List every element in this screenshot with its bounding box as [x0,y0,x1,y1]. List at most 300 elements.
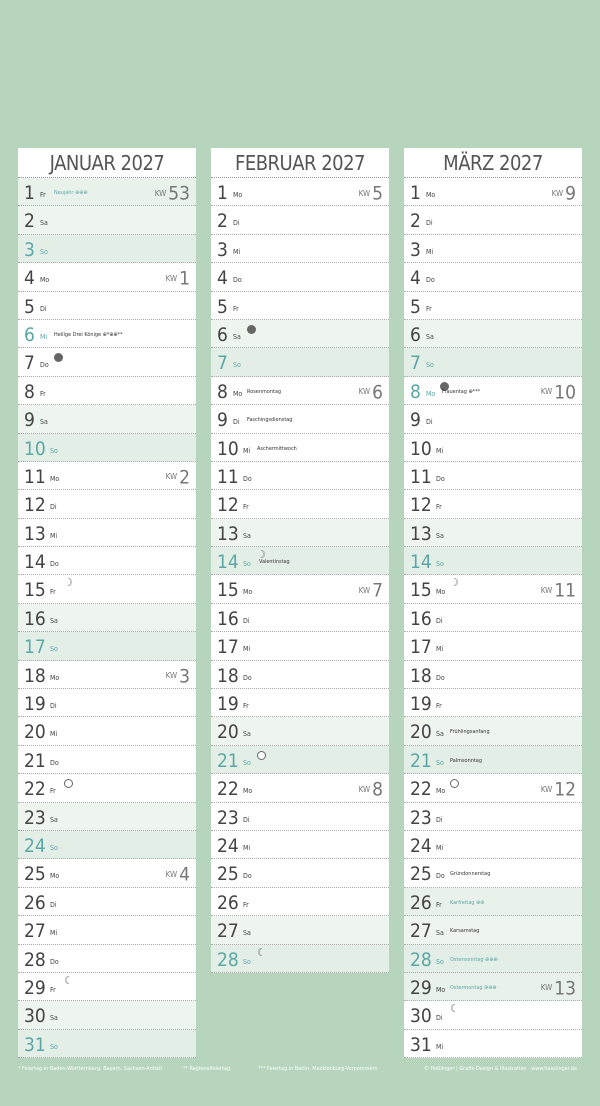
day-row [211,206,389,234]
day-number: 4 [217,267,228,290]
day-number: 29 [410,976,432,999]
calendar-week-number: 3 [179,665,190,688]
weekday-label: Fr [50,588,56,597]
weekday-label: Mi [50,929,58,938]
weekday-label: Do [50,560,59,569]
day-row [404,945,582,973]
moon-wane-icon: ☾ [64,973,73,987]
day-number: 24 [24,834,46,857]
day-number: 20 [410,721,432,744]
weekday-label: Fr [243,900,249,909]
weekday-label: So [243,957,251,966]
day-number: 18 [24,664,46,687]
weekday-label: Do [243,872,252,881]
month-column-january [18,148,196,1058]
day-number: 18 [410,664,432,687]
day-row [18,632,196,660]
day-row [18,1030,196,1058]
day-row [404,178,582,206]
day-row [18,292,196,320]
weekday-label: Mi [436,446,444,455]
day-row [18,348,196,376]
day-row [18,235,196,263]
weekday-label: Di [436,815,443,824]
weekday-label: Mo [436,787,446,796]
day-number: 14 [24,551,46,574]
calendar-week-label: KW [154,188,167,198]
weekday-label: Di [436,1014,443,1023]
weekday-label: Do [50,758,59,767]
day-number: 27 [217,920,239,943]
weekday-label: Do [40,361,49,370]
weekday-label: Mo [233,191,243,199]
calendar-week [541,973,576,1004]
day-number: 8 [24,380,35,403]
day-number: 22 [217,778,239,801]
day-number: 2 [24,210,35,233]
day-row [18,746,196,774]
moon-full-icon [64,779,73,788]
day-row [211,945,389,973]
day-row [211,519,389,547]
weekday-label: Do [436,872,445,881]
weekday-label: Sa [426,332,434,341]
day-row [18,831,196,859]
day-number: 6 [24,323,35,346]
day-number: 12 [24,494,46,517]
weekday-label: Fr [243,702,249,711]
weekday-label: Di [50,702,57,711]
day-number: 11 [410,465,432,488]
day-number: 25 [24,863,46,886]
calendar-week-number: 4 [179,863,190,886]
day-row [211,178,389,206]
calendar-week-number: 1 [179,267,190,290]
weekday-label: So [50,843,58,852]
weekday-label: Mo [426,389,436,398]
day-number: 26 [410,891,432,914]
day-row [211,462,389,490]
day-number: 12 [410,494,432,517]
day-row [18,405,196,433]
day-rows [211,178,389,973]
day-number: 9 [217,409,228,432]
holiday-note: Palmsonntag [450,757,482,764]
weekday-label: Di [233,418,240,427]
calendar-week [359,178,383,209]
weekday-label: Mi [243,645,251,654]
day-number: 16 [217,607,239,630]
weekday-label: Sa [233,332,241,341]
weekday-label: Fr [233,304,239,313]
day-number: 3 [24,238,35,261]
weekday-label: Do [50,957,59,966]
day-row [18,774,196,802]
calendar-week [166,263,190,294]
calendar-week [541,377,576,408]
calendar-week-label: KW [540,387,553,397]
day-number: 19 [217,693,239,716]
weekday-label: Mo [233,389,243,398]
day-number: 26 [217,891,239,914]
day-row [404,717,582,745]
day-number: 10 [217,437,239,460]
day-number: 28 [217,948,239,971]
day-row [211,859,389,887]
holiday-note: Karsamstag [450,928,480,935]
day-number: 5 [217,295,228,318]
weekday-label: So [50,446,58,455]
day-number: 3 [217,238,228,261]
day-row [18,490,196,518]
day-number: 2 [217,210,228,233]
month-column-march [404,148,582,1058]
day-row [404,348,582,376]
weekday-label: Mi [426,247,434,256]
weekday-label: Do [243,673,252,682]
day-row [18,916,196,944]
day-row [211,377,389,405]
day-row [404,519,582,547]
calendar-week-label: KW [540,585,553,595]
day-row [404,689,582,717]
day-row [211,235,389,263]
moon-wane-icon: ☾ [257,945,266,959]
day-number: 15 [217,579,239,602]
holiday-note: Neujahr ⊕⊕⊕ [54,190,88,196]
calendar-week-label: KW [358,585,371,595]
weekday-label: Sa [50,815,58,824]
day-number: 22 [410,778,432,801]
moon-wax-icon: ☽ [64,576,73,590]
weekday-label: Mo [436,588,446,597]
calendar-week [166,462,190,493]
calendar-week-number: 9 [565,182,576,205]
day-row [404,263,582,291]
calendar-week-number: 11 [554,579,576,602]
day-row [211,632,389,660]
day-row [18,263,196,291]
weekday-label: Do [243,474,252,483]
day-number: 6 [217,323,228,346]
month-title: JANUAR 2027 [18,148,196,178]
day-number: 7 [410,352,421,375]
day-row [404,632,582,660]
calendar-week-label: KW [165,869,178,879]
holiday-note: Heilige Drei Könige ⊕*⊕⊕** [54,331,123,338]
footnote-berlin: *** Feiertag in Berlin, Mecklenburg-Vorpommern [258,1066,378,1072]
weekday-label: Sa [243,730,251,739]
calendar-week-number: 12 [554,778,576,801]
day-number: 10 [24,437,46,460]
weekday-label: Mo [243,787,253,796]
weekday-label: So [426,361,434,370]
calendar-week-number: 13 [554,977,576,1000]
holiday-note: Gründonnerstag [450,871,491,878]
day-number: 29 [24,976,46,999]
day-row [211,575,389,603]
day-number: 15 [410,579,432,602]
holiday-note: Karfreitag ⊕⊕ [450,899,485,906]
calendar-week [552,178,576,209]
weekday-label: Di [426,418,433,427]
weekday-label: Di [436,616,443,625]
holiday-note: Valentinstag [259,559,290,566]
holiday-note: Frühlingsanfang [450,729,490,736]
weekday-label: Mo [50,474,60,483]
holiday-note: Faschingsdienstag [247,417,293,424]
day-number: 2 [410,210,421,233]
day-number: 25 [410,863,432,886]
weekday-label: Di [50,503,57,512]
day-row [211,604,389,632]
day-number: 16 [410,607,432,630]
day-number: 4 [410,267,421,290]
weekday-label: Sa [436,531,444,540]
day-number: 17 [217,636,239,659]
day-row [18,689,196,717]
day-number: 7 [217,352,228,375]
calendar-week [166,859,190,890]
day-number: 3 [410,238,421,261]
weekday-label: Di [426,219,433,228]
month-column-february [211,148,389,973]
day-row [404,292,582,320]
weekday-label: Fr [50,985,56,994]
weekday-label: Di [233,219,240,228]
day-row [211,405,389,433]
day-row [18,888,196,916]
calendar-week-number: 6 [372,381,383,404]
calendar-week-number: 53 [168,182,190,205]
calendar-week-label: KW [358,188,371,198]
day-row [211,803,389,831]
day-number: 17 [24,636,46,659]
weekday-label: Mo [50,872,60,881]
day-row [211,547,389,575]
holiday-note: Frauentag ⊕*** [442,388,481,395]
calendar-week-label: KW [358,387,371,397]
weekday-label: Mo [243,588,253,597]
day-number: 13 [410,522,432,545]
day-row [18,206,196,234]
day-row [404,831,582,859]
weekday-label: Fr [50,787,56,796]
weekday-label: So [436,560,444,569]
holiday-note: Ostersonntag ⊕⊕⊕ [450,956,498,963]
day-row [18,547,196,575]
day-row [404,888,582,916]
calendar-week-number: 5 [372,182,383,205]
day-row [18,973,196,1001]
day-number: 17 [410,636,432,659]
day-row [18,519,196,547]
calendar-week [166,661,190,692]
day-row [404,206,582,234]
day-number: 21 [217,749,239,772]
day-row [18,462,196,490]
day-number: 18 [217,664,239,687]
day-row [404,490,582,518]
day-number: 14 [410,551,432,574]
day-row [404,434,582,462]
weekday-label: Do [436,474,445,483]
day-number: 8 [410,380,421,403]
day-number: 13 [24,522,46,545]
day-number: 16 [24,607,46,630]
day-row [18,320,196,348]
weekday-label: Sa [436,929,444,938]
weekday-label: Sa [243,929,251,938]
day-number: 5 [24,295,35,318]
weekday-label: Fr [436,503,442,512]
weekday-label: Mi [243,843,251,852]
day-row [404,1030,582,1058]
day-number: 15 [24,579,46,602]
weekday-label: Di [243,616,250,625]
day-row [211,746,389,774]
calendar-week [541,774,576,805]
weekday-label: Mi [40,332,48,341]
day-number: 12 [217,494,239,517]
day-number: 24 [410,834,432,857]
moon-wane-icon: ☾ [450,1002,459,1016]
day-number: 31 [24,1033,46,1056]
weekday-label: Mo [436,985,446,994]
weekday-label: Fr [40,191,46,199]
day-row [211,717,389,745]
day-number: 26 [24,891,46,914]
day-row [404,377,582,405]
weekday-label: Mi [436,843,444,852]
footnote-holiday: * Feiertag in Baden-Württemberg, Bayern, Sachsen-Anhalt [18,1066,163,1072]
day-row [404,1001,582,1029]
weekday-label: Mi [243,446,251,455]
weekday-label: Sa [436,730,444,739]
footnote-regional: ** Regionalfeiertag [183,1066,231,1072]
weekday-label: So [436,957,444,966]
day-row [211,292,389,320]
weekday-label: Mi [233,247,241,256]
weekday-label: Mi [436,1042,444,1051]
calendar-week [359,774,383,805]
month-title: FEBRUAR 2027 [211,148,389,178]
weekday-label: Di [50,900,57,909]
weekday-label: Do [436,673,445,682]
day-number: 8 [217,380,228,403]
day-number: 28 [24,948,46,971]
day-number: 27 [24,920,46,943]
weekday-label: So [243,758,251,767]
day-row [18,1001,196,1029]
weekday-label: So [50,645,58,654]
day-number: 5 [410,295,421,318]
calendar-week-label: KW [358,784,371,794]
day-number: 23 [24,806,46,829]
weekday-label: Mi [436,645,444,654]
day-row [18,717,196,745]
day-row [404,803,582,831]
day-row [404,405,582,433]
day-number: 25 [217,863,239,886]
day-number: 13 [217,522,239,545]
day-row [404,859,582,887]
moon-new-icon [54,353,63,362]
calendar-week-number: 10 [554,381,576,404]
day-row [404,973,582,1001]
weekday-label: Fr [243,503,249,512]
day-row [211,831,389,859]
calendar-week-label: KW [540,784,553,794]
weekday-label: So [243,560,251,569]
weekday-label: Fr [436,900,442,909]
day-row [404,916,582,944]
moon-new-icon [247,325,256,334]
day-number: 20 [24,721,46,744]
weekday-label: So [436,758,444,767]
moon-full-icon [450,779,459,788]
calendar-week-label: KW [165,273,178,283]
day-row [211,661,389,689]
calendar-week [155,178,190,209]
day-number: 1 [217,182,228,204]
day-number: 20 [217,721,239,744]
day-row [404,462,582,490]
calendar-week [359,377,383,408]
day-number: 31 [410,1033,432,1056]
day-row [404,575,582,603]
day-row [211,774,389,802]
day-row [18,803,196,831]
day-row [404,547,582,575]
day-number: 21 [410,749,432,772]
weekday-label: Sa [50,1014,58,1023]
weekday-label: Fr [426,304,432,313]
day-number: 6 [410,323,421,346]
moon-wax-icon: ☽ [257,548,266,562]
day-row [404,661,582,689]
copyright: © Heßlinger | Grafik-Design & Illustration · www.hasslinger.de [424,1066,578,1072]
day-row [18,575,196,603]
day-number: 21 [24,749,46,772]
calendar-week-number: 7 [372,579,383,602]
holiday-note: Aschermittwoch [257,445,297,452]
weekday-label: So [233,361,241,370]
weekday-label: Do [233,276,242,285]
day-row [211,434,389,462]
day-row [404,320,582,348]
weekday-label: Di [40,304,47,313]
day-row [211,490,389,518]
day-rows [404,178,582,1058]
calendar-week-label: KW [165,671,178,681]
weekday-label: Sa [50,616,58,625]
day-number: 23 [217,806,239,829]
day-number: 1 [410,182,421,204]
weekday-label: Fr [40,389,46,398]
holiday-note: Ostermontag ⊕⊕⊕ [450,984,497,991]
day-number: 1 [24,182,35,204]
day-row [18,945,196,973]
day-row [211,689,389,717]
day-number: 19 [410,693,432,716]
day-row [404,746,582,774]
moon-full-icon [257,751,266,760]
day-row [18,178,196,206]
weekday-label: Mo [50,673,60,682]
day-row [211,348,389,376]
moon-wax-icon: ☽ [450,576,459,590]
